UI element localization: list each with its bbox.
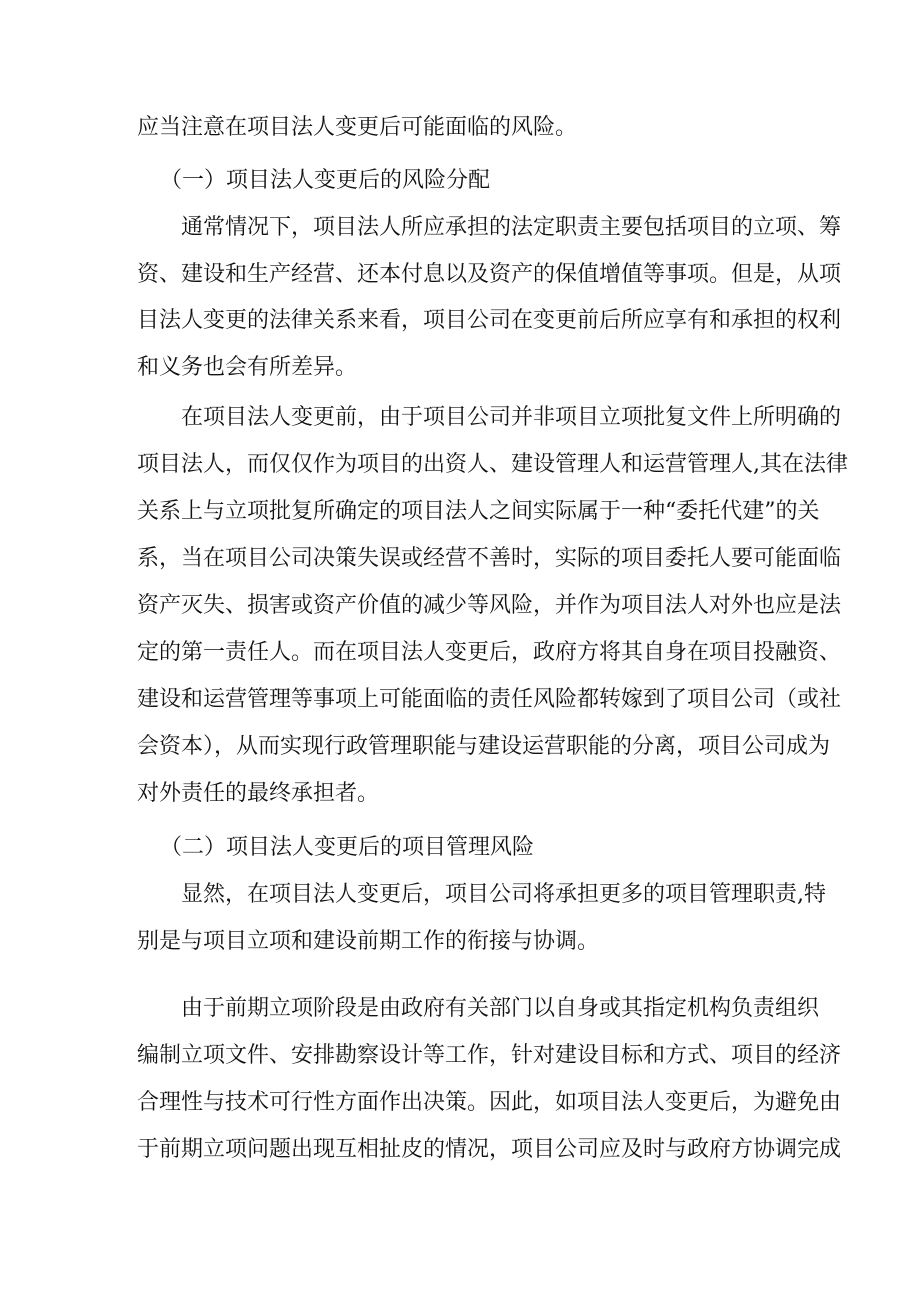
paragraph-line: 在项目法人变更前，由于项目公司并非项目立项批复文件上所明确的	[181, 405, 842, 430]
paragraph-line: 别是与项目立项和建设前期工作的衔接与协调。	[137, 929, 600, 954]
paragraph-line: 关系上与立项批复所确定的项目法人之间实际属于一种“委托代建”的关	[137, 499, 820, 524]
paragraph-line: 系，当在项目公司决策失误或经营不善时，实际的项目委托人要可能面临	[137, 546, 842, 571]
paragraph-line: 对外责任的最终承担者。	[137, 781, 380, 806]
paragraph-line: 通常情况下，项目法人所应承担的法定职责主要包括项目的立项、筹	[181, 215, 842, 240]
paragraph-line: 合理性与技术可行性方面作出决策。因此，如项目法人变更后，为避免由	[137, 1090, 842, 1115]
paragraph-line: 定的第一责任人。而在项目法人变更后，政府方将其自身在项目投融资、	[137, 640, 842, 665]
section-heading-2: （二）项目法人变更后的项目管理风险	[160, 835, 535, 860]
paragraph-line: 应当注意在项目法人变更后可能面临的风险。	[137, 115, 578, 140]
paragraph-line: 会资本），从而实现行政管理职能与建设运营职能的分离，项目公司成为	[137, 734, 831, 759]
paragraph-line: 目法人变更的法律关系来看，项目公司在变更前后所应享有和承担的权利	[137, 308, 842, 333]
section-heading-1: （一）项目法人变更后的风险分配	[160, 168, 491, 193]
paragraph-line: 资、建设和生产经营、还本付息以及资产的保值增值等事项。但是，从项	[137, 262, 842, 287]
paragraph-line: 资产灭失、损害或资产价值的减少等风险，并作为项目法人对外也应是法	[137, 593, 842, 618]
paragraph-line: 由于前期立项阶段是由政府有关部门以自身或其指定机构负责组织	[181, 996, 820, 1021]
paragraph-line: 建设和运营管理等事项上可能面临的责任风险都转嫁到了项目公司（或社	[137, 687, 842, 712]
paragraph-line: 编制立项文件、安排勘察设计等工作，针对建设目标和方式、项目的经济	[137, 1043, 842, 1068]
paragraph-line: 于前期立项问题出现互相扯皮的情况，项目公司应及时与政府方协调完成	[137, 1137, 842, 1162]
paragraph-line: 项目法人，而仅仅作为项目的出资人、建设管理人和运营管理人,其在法律	[137, 452, 848, 477]
paragraph-line: 显然，在项目法人变更后，项目公司将承担更多的项目管理职责,特	[181, 882, 826, 907]
paragraph-line: 和义务也会有所差异。	[137, 355, 358, 380]
